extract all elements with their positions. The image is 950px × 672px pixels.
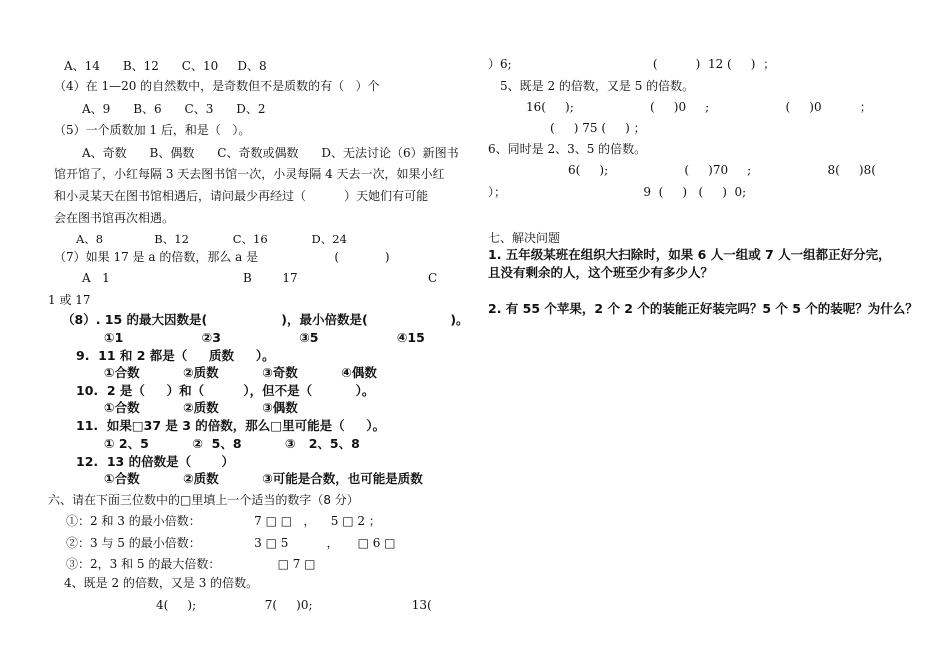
q4-stem: （4）在 1—20 的自然数中，是奇数但不是质数的有（ ）个 [54, 79, 380, 93]
s7-question-1-line-2: 且没有剩余的人，这个班至少有多少人？ [488, 265, 714, 280]
q6-text-line-2: 馆开馆了，小红每隔 3 天去图书馆一次，小灵每隔 4 天去一次，如果小红 [54, 167, 445, 181]
r-line-4: ( ) 75 ( ) ； [550, 121, 646, 135]
section-6-title: 六、请在下面三位数中的□里填上一个适当的数字（8 分） [48, 493, 359, 507]
q10-options: ①合数 ②质数 ③偶数 [104, 400, 298, 415]
q7-option-a: A 1 [82, 271, 110, 285]
q5-options: A、奇数 B、偶数 C、奇数或偶数 D、无法讨论（6）新图书 [82, 146, 459, 160]
q5-stem: （5）一个质数加 1 后，和是（ ）。 [54, 123, 251, 137]
r-line-7: ）； 9 ( ) ( ) 0; [488, 185, 747, 199]
q9-stem: 9. 11 和 2 都是（ 质数 ）。 [76, 348, 275, 363]
s6-item-4: 4、既是 2 的倍数，又是 3 的倍数。 [64, 576, 259, 590]
r-line-1: ）6; ( ) 12 ( ) ； [488, 57, 776, 71]
s6-item-1: ①：2 和 3 的最小倍数： 7 □ □ ， 5 □ 2 ； [66, 514, 381, 528]
q6-text-line-4: 会在图书馆再次相遇。 [54, 211, 175, 225]
s7-question-2: 2. 有 55 个苹果，2 个 2 个的装能正好装完吗？5 个 5 个的装呢？为什么？ [488, 301, 918, 316]
s6-item-4-blanks: 4( ); 7( )0; 13( [156, 598, 432, 612]
q6-options: A、8 B、12 C、16 D、24 [76, 232, 347, 246]
r-line-2: 5、既是 2 的倍数，又是 5 的倍数。 [500, 79, 695, 93]
q7-option-c-cont: 1 或 17 [48, 293, 91, 307]
q12-stem: 12. 13 的倍数是（ ） [76, 454, 235, 469]
s6-item-2: ②：3 与 5 的最小倍数： 3 □ 5 ， □ 6 □ [66, 536, 396, 550]
q12-options: ①合数 ②质数 ③可能是合数，也可能是质数 [104, 471, 423, 486]
r-line-6: 6( ); ( )70 ; 8( )8( [568, 163, 876, 177]
q6-text-line-3: 和小灵某天在图书馆相遇后，请问最少再经过（ ）天她们有可能 [54, 189, 429, 203]
s6-item-3: ③：2，3 和 5 的最大倍数： □ 7 □ [66, 557, 316, 571]
q7-stem: （7）如果 17 是 a 的倍数，那么 a 是 ( ) [54, 250, 390, 264]
q7-option-b: B 17 [243, 271, 298, 285]
q4-options: A、9 B、6 C、3 D、2 [82, 102, 266, 116]
q11-stem: 11. 如果□37 是 3 的倍数，那么□里可能是（ ）。 [76, 418, 386, 433]
q8-options: ①1 ②3 ③5 ④15 [104, 330, 425, 345]
q9-options: ①合数 ②质数 ③奇数 ④偶数 [104, 365, 377, 380]
q11-options: ① 2、5 ② 5、8 ③ 2、5、8 [104, 436, 360, 451]
q3-options: A、14 B、12 C、10 D、8 [64, 59, 267, 73]
q8-stem: （8）. 15 的最大因数是( )，最小倍数是( )。 [62, 312, 469, 327]
s7-question-1-line-1: 1. 五年级某班在组织大扫除时，如果 6 人一组或 7 人一组都正好分完， [488, 247, 891, 262]
r-line-3: 16( ); ( )0 ; ( )0 ； [526, 100, 872, 114]
q7-option-c: C [428, 271, 438, 285]
q10-stem: 10. 2 是（ ）和（ ），但不是（ ）。 [76, 383, 375, 398]
r-line-5: 6、同时是 2、3、5 的倍数。 [488, 142, 647, 156]
section-7-title: 七、解决问题 [488, 231, 561, 245]
